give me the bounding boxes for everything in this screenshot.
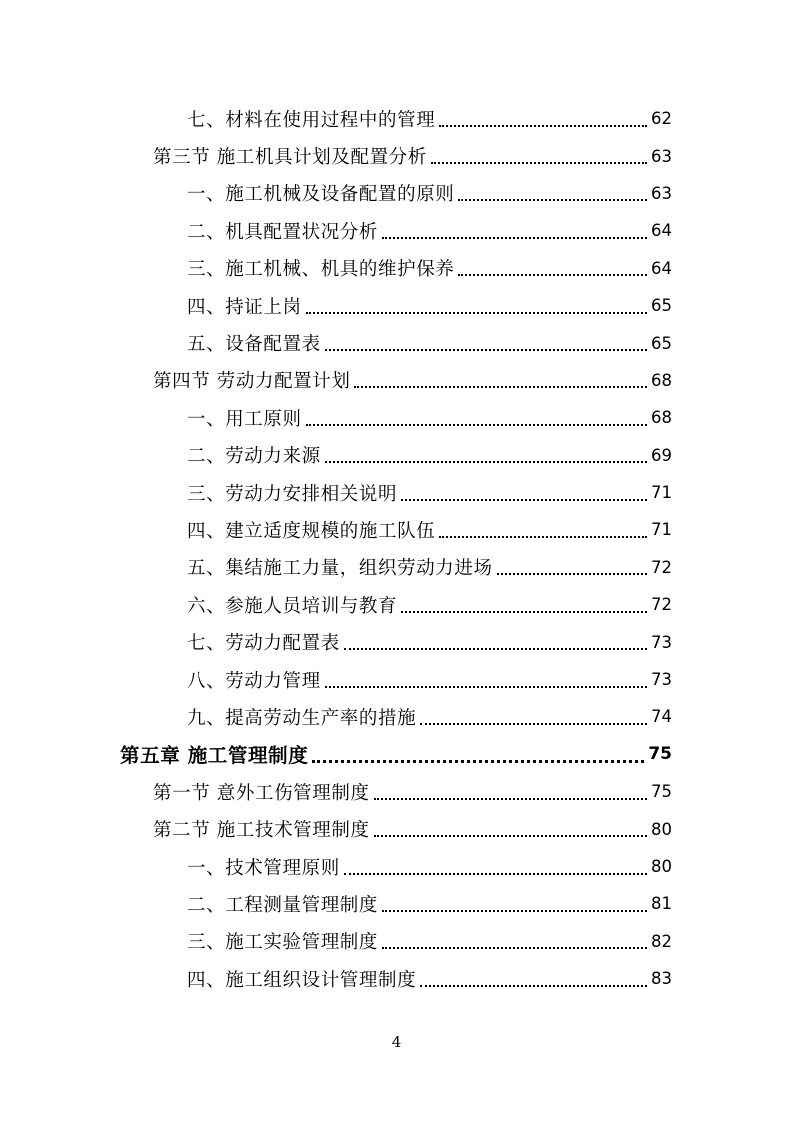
dot-leader bbox=[374, 780, 647, 800]
toc-entry-title: 五、集结施工力量，组织劳动力进场 bbox=[187, 558, 493, 580]
toc-entry-title: 七、材料在使用过程中的管理 bbox=[187, 109, 436, 131]
toc-entry-title: 四、建立适度规模的施工队伍 bbox=[187, 520, 436, 542]
toc-entry-page: 63 bbox=[651, 183, 672, 203]
toc-entry-page: 80 bbox=[651, 857, 672, 876]
toc-entry-title: 第三节 施工机具计划及配置分析 bbox=[153, 147, 427, 169]
toc-entry[interactable] bbox=[0, 437, 793, 474]
toc-entry-title: 一、用工原则 bbox=[187, 408, 302, 430]
dot-leader bbox=[306, 294, 647, 314]
toc-entry[interactable] bbox=[0, 773, 793, 810]
toc-entry-title: 二、劳动力来源 bbox=[187, 446, 321, 468]
toc-entry-title: 二、工程测量管理制度 bbox=[187, 894, 379, 916]
toc-entry[interactable] bbox=[0, 810, 793, 847]
toc-entry-title: 三、劳动力安排相关说明 bbox=[187, 483, 398, 505]
dot-leader bbox=[382, 929, 647, 949]
toc-entry[interactable] bbox=[0, 736, 793, 773]
dot-leader bbox=[431, 144, 647, 164]
toc-entry-title: 四、施工组织设计管理制度 bbox=[187, 969, 417, 991]
toc-entry[interactable] bbox=[0, 623, 793, 660]
dot-leader bbox=[354, 368, 647, 388]
dot-leader bbox=[344, 630, 647, 650]
toc-entry-page: 80 bbox=[651, 819, 672, 839]
dot-leader bbox=[325, 668, 647, 688]
toc-entry-title: 三、施工实验管理制度 bbox=[187, 932, 379, 954]
toc-entry-page: 65 bbox=[651, 296, 672, 316]
toc-entry-page: 63 bbox=[651, 146, 672, 166]
toc-entry-page: 75 bbox=[651, 782, 672, 802]
dot-leader bbox=[497, 555, 647, 575]
toc-entry[interactable] bbox=[0, 324, 793, 361]
toc-entry-page: 62 bbox=[651, 109, 672, 129]
dot-leader bbox=[344, 855, 647, 875]
dot-leader bbox=[325, 331, 647, 351]
toc-entry-page: 72 bbox=[651, 595, 672, 615]
dot-leader bbox=[325, 443, 647, 463]
table-of-contents bbox=[0, 100, 793, 997]
toc-entry-page: 74 bbox=[651, 707, 672, 727]
toc-entry[interactable] bbox=[0, 287, 793, 324]
toc-entry[interactable] bbox=[0, 549, 793, 586]
toc-entry[interactable] bbox=[0, 511, 793, 548]
dot-leader bbox=[420, 967, 647, 987]
toc-entry[interactable] bbox=[0, 885, 793, 922]
toc-entry-title: 一、技术管理原则 bbox=[187, 857, 340, 879]
toc-entry[interactable] bbox=[0, 362, 793, 399]
toc-entry-page: 65 bbox=[651, 333, 672, 353]
toc-entry-title: 第一节 意外工伤管理制度 bbox=[153, 782, 370, 804]
dot-leader bbox=[420, 705, 647, 725]
toc-entry-page: 83 bbox=[651, 969, 672, 989]
toc-entry-page: 81 bbox=[651, 894, 672, 914]
toc-entry-page: 82 bbox=[651, 931, 672, 951]
toc-entry[interactable] bbox=[0, 474, 793, 511]
toc-entry[interactable] bbox=[0, 250, 793, 287]
toc-entry-title: 第五章 施工管理制度 bbox=[120, 744, 309, 768]
toc-entry-page: 73 bbox=[651, 670, 672, 690]
toc-entry[interactable] bbox=[0, 100, 793, 137]
toc-entry-page: 75 bbox=[648, 744, 672, 765]
dot-leader bbox=[401, 481, 647, 501]
dot-leader bbox=[458, 256, 647, 276]
toc-entry[interactable] bbox=[0, 698, 793, 735]
toc-entry-page: 68 bbox=[651, 408, 672, 428]
toc-entry-title: 二、机具配置状况分析 bbox=[187, 221, 379, 243]
toc-entry[interactable] bbox=[0, 848, 793, 885]
page-number: 4 bbox=[391, 1033, 402, 1051]
toc-entry-page: 69 bbox=[651, 445, 672, 465]
toc-entry[interactable] bbox=[0, 399, 793, 436]
dot-leader bbox=[382, 219, 647, 239]
toc-entry-page: 64 bbox=[651, 221, 672, 241]
toc-entry-page: 72 bbox=[651, 557, 672, 577]
dot-leader bbox=[401, 593, 647, 613]
toc-entry-title: 一、施工机械及设备配置的原则 bbox=[187, 184, 455, 206]
toc-entry-title: 三、施工机械、机具的维护保养 bbox=[187, 259, 455, 281]
dot-leader bbox=[439, 518, 647, 538]
dot-leader bbox=[439, 107, 647, 127]
toc-entry-title: 九、提高劳动生产率的措施 bbox=[187, 707, 417, 729]
toc-entry[interactable] bbox=[0, 923, 793, 960]
toc-entry[interactable] bbox=[0, 586, 793, 623]
toc-entry[interactable] bbox=[0, 212, 793, 249]
dot-leader bbox=[458, 181, 647, 201]
dot-leader bbox=[382, 892, 647, 912]
toc-entry-page: 64 bbox=[651, 258, 672, 278]
toc-entry-title: 五、设备配置表 bbox=[187, 334, 321, 356]
toc-entry[interactable] bbox=[0, 137, 793, 174]
toc-entry[interactable] bbox=[0, 175, 793, 212]
toc-entry-page: 73 bbox=[651, 632, 672, 652]
toc-entry[interactable] bbox=[0, 960, 793, 997]
toc-entry-title: 六、参施人员培训与教育 bbox=[187, 595, 398, 617]
toc-entry-title: 四、持证上岗 bbox=[187, 296, 302, 318]
dot-leader bbox=[374, 817, 647, 837]
dot-leader bbox=[312, 742, 644, 763]
toc-entry-page: 71 bbox=[651, 483, 672, 503]
toc-entry-title: 第四节 劳动力配置计划 bbox=[153, 371, 351, 393]
toc-entry-page: 71 bbox=[651, 520, 672, 540]
toc-entry-title: 七、劳动力配置表 bbox=[187, 633, 340, 655]
toc-entry-page: 68 bbox=[651, 370, 672, 390]
dot-leader bbox=[306, 406, 647, 426]
toc-entry[interactable] bbox=[0, 661, 793, 698]
toc-entry-title: 第二节 施工技术管理制度 bbox=[153, 820, 370, 842]
toc-entry-title: 八、劳动力管理 bbox=[187, 670, 321, 692]
